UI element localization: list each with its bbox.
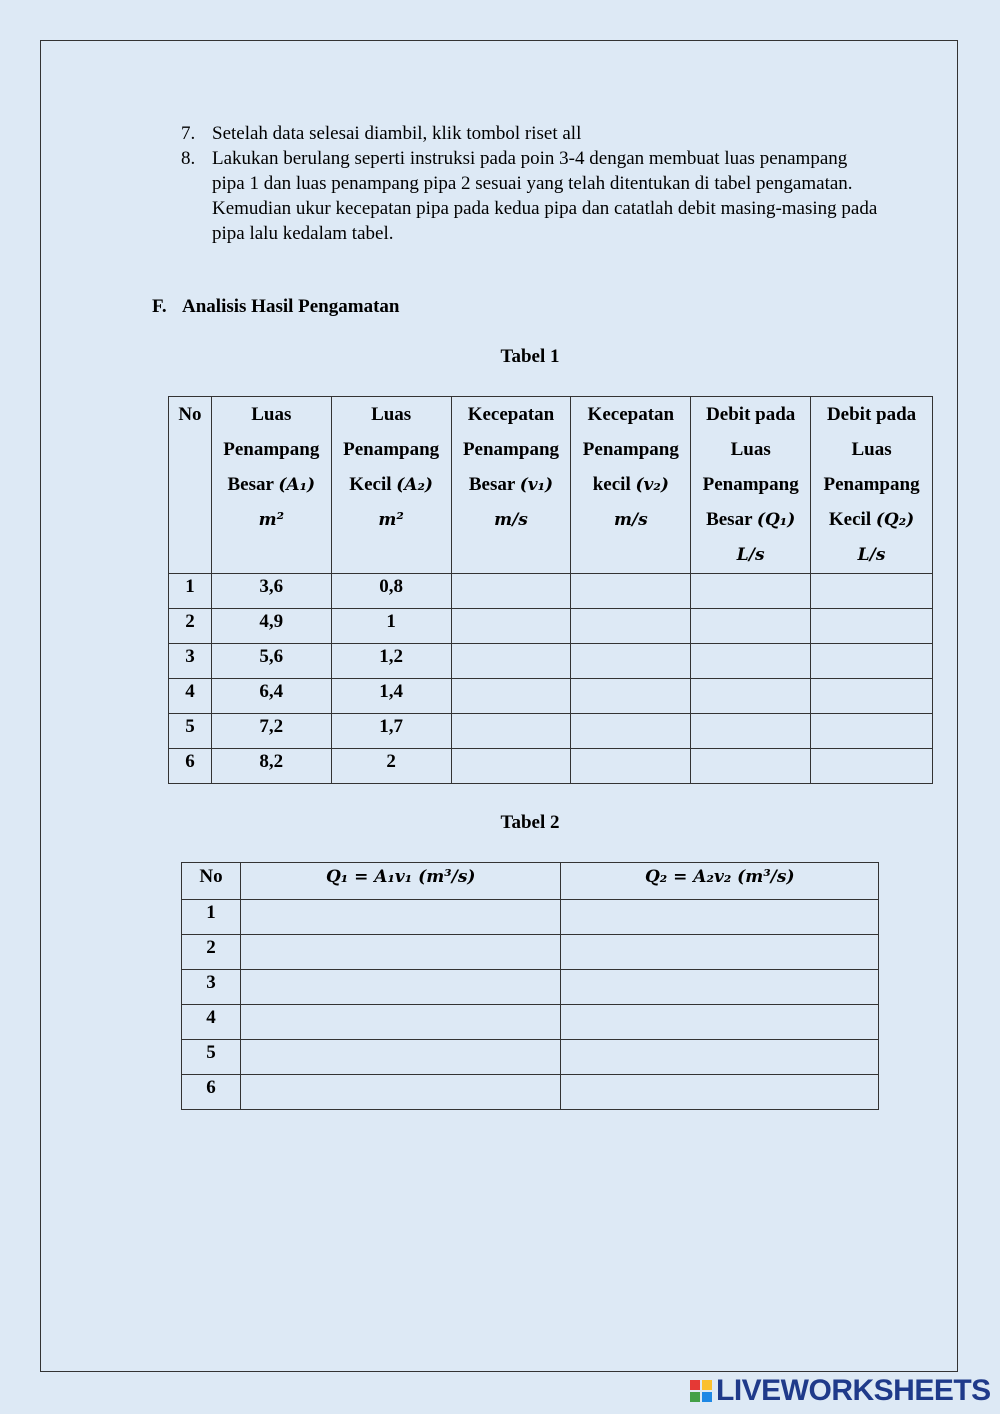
table-row	[169, 574, 933, 609]
header-no: No	[182, 863, 241, 900]
header-text: Penampang	[462, 439, 560, 460]
cell-a2: 0,8	[331, 574, 451, 609]
header-text: Penampang	[823, 474, 920, 495]
table-row	[169, 679, 933, 714]
cell-no: 1	[169, 574, 212, 609]
cell-a1: 3,6	[211, 574, 331, 609]
input-cell-v1[interactable]	[451, 644, 571, 679]
input-cell-q2[interactable]	[811, 749, 933, 784]
cell-no: 6	[182, 1075, 241, 1110]
header-text: Kecepatan	[587, 404, 675, 425]
table-row	[169, 644, 933, 679]
cell-a1: 5,6	[211, 644, 331, 679]
observation-table-1	[168, 396, 933, 784]
header-v2	[571, 397, 691, 574]
input-cell-q2[interactable]	[561, 935, 879, 970]
instruction-number: 7.	[181, 123, 196, 144]
cell-a2: 1,2	[331, 644, 451, 679]
header-q2	[811, 397, 933, 574]
input-cell-q1[interactable]	[691, 679, 811, 714]
input-cell-v1[interactable]	[451, 749, 571, 784]
input-cell-v2[interactable]	[571, 574, 691, 609]
input-cell-q2[interactable]	[811, 644, 933, 679]
cell-a1: 6,4	[211, 679, 331, 714]
cell-no: 3	[182, 970, 241, 1005]
input-cell-v1[interactable]	[451, 679, 571, 714]
cell-no: 4	[182, 1005, 241, 1040]
instruction-text: Setelah data selesai diambil, klik tombol riset all	[212, 123, 582, 144]
input-cell-q1[interactable]	[240, 1075, 561, 1110]
brand-text: LIVEWORKSHEETS	[716, 1374, 991, 1407]
header-symbol: (A₁)	[278, 475, 316, 495]
instruction-number: 8.	[181, 148, 196, 169]
header-symbol: (v₂)	[635, 475, 669, 495]
header-text: kecil	[592, 474, 631, 495]
section-title: Analisis Hasil Pengamatan	[182, 296, 400, 317]
header-text: Besar	[468, 474, 515, 495]
input-cell-q1[interactable]	[691, 714, 811, 749]
table2-caption: Tabel 2	[500, 812, 560, 833]
cell-no: 4	[169, 679, 212, 714]
cell-no: 2	[169, 609, 212, 644]
header-v1	[451, 397, 571, 574]
cell-no: 1	[182, 900, 241, 935]
section-heading	[152, 296, 399, 318]
table-row	[169, 609, 933, 644]
input-cell-q1[interactable]	[240, 900, 561, 935]
header-unit: L/s	[736, 545, 765, 565]
cell-no: 2	[182, 935, 241, 970]
input-cell-v1[interactable]	[451, 574, 571, 609]
input-cell-q2[interactable]	[811, 679, 933, 714]
input-cell-v2[interactable]	[571, 749, 691, 784]
table-row	[182, 935, 879, 970]
header-text: Luas	[371, 404, 412, 425]
header-text: Luas	[730, 439, 771, 460]
instruction-list	[181, 121, 881, 246]
input-cell-q1[interactable]	[240, 935, 561, 970]
header-text: Luas	[851, 439, 892, 460]
cell-a2: 1,7	[331, 714, 451, 749]
input-cell-v2[interactable]	[571, 714, 691, 749]
input-cell-v1[interactable]	[451, 714, 571, 749]
table-row	[182, 1005, 879, 1040]
header-unit: m/s	[613, 510, 648, 530]
instruction-item	[181, 146, 881, 246]
header-text: Kecil	[349, 474, 392, 495]
header-unit: m²	[258, 510, 285, 530]
table-row	[182, 900, 879, 935]
header-q1-formula: Q₁ = A₁v₁ (m³/s)	[240, 863, 561, 900]
table-row	[182, 1040, 879, 1075]
liveworksheets-logo-icon	[690, 1380, 712, 1402]
input-cell-q2[interactable]	[561, 1075, 879, 1110]
cell-a2: 1	[331, 609, 451, 644]
table-header-row	[169, 397, 933, 574]
cell-no: 3	[169, 644, 212, 679]
input-cell-q1[interactable]	[691, 609, 811, 644]
input-cell-q1[interactable]	[691, 574, 811, 609]
input-cell-q2[interactable]	[561, 1040, 879, 1075]
header-a2	[331, 397, 451, 574]
observation-table-2	[181, 862, 879, 1110]
header-text: Penampang	[702, 474, 799, 495]
header-symbol: (A₂)	[396, 475, 433, 495]
input-cell-q2[interactable]	[561, 1005, 879, 1040]
cell-a1: 8,2	[211, 749, 331, 784]
input-cell-v2[interactable]	[571, 679, 691, 714]
input-cell-v2[interactable]	[571, 644, 691, 679]
input-cell-q2[interactable]	[811, 574, 933, 609]
table-row	[169, 714, 933, 749]
header-symbol: (Q₁)	[756, 510, 796, 530]
header-q2-formula: Q₂ = A₂v₂ (m³/s)	[561, 863, 879, 900]
table-row	[182, 1075, 879, 1110]
header-text: Penampang	[582, 439, 679, 460]
cell-no: 5	[169, 714, 212, 749]
header-text: Penampang	[223, 439, 320, 460]
cell-no: 5	[182, 1040, 241, 1075]
header-text: Besar	[227, 474, 274, 495]
instruction-text: Lakukan berulang seperti instruksi pada poin 3-4 dengan membuat luas penampang pipa 1 dan luas penampang pipa 2 sesuai yang telah ditentukan di tabel pengamatan. Kemudian ukur kecepatan pipa pada kedua pipa dan catatlah debit masing-masing pada pipa lalu kedalam tabel.	[212, 148, 878, 244]
cell-no: 6	[169, 749, 212, 784]
header-q1	[691, 397, 811, 574]
input-cell-q1[interactable]	[240, 1040, 561, 1075]
header-text: Debit pada	[826, 404, 917, 425]
instruction-item	[181, 121, 881, 146]
header-unit: m/s	[494, 510, 528, 530]
table1-caption: Tabel 1	[500, 346, 560, 367]
cell-a2: 1,4	[331, 679, 451, 714]
input-cell-q2[interactable]	[561, 900, 879, 935]
input-cell-q1[interactable]	[240, 970, 561, 1005]
input-cell-q2[interactable]	[561, 970, 879, 1005]
header-text: Penampang	[343, 439, 440, 460]
section-letter: F.	[152, 296, 167, 317]
input-cell-q2[interactable]	[811, 714, 933, 749]
cell-a2: 2	[331, 749, 451, 784]
table-header-row	[182, 863, 879, 900]
cell-a1: 4,9	[211, 609, 331, 644]
input-cell-q2[interactable]	[811, 609, 933, 644]
input-cell-q1[interactable]	[691, 749, 811, 784]
input-cell-q1[interactable]	[240, 1005, 561, 1040]
header-text: Luas	[251, 404, 292, 425]
header-text: Besar	[706, 509, 753, 530]
header-unit: m²	[378, 510, 404, 530]
input-cell-v1[interactable]	[451, 609, 571, 644]
header-text: Kecepatan	[467, 404, 555, 425]
header-symbol: (Q₂)	[875, 510, 915, 530]
header-text: Kecil	[828, 509, 872, 530]
input-cell-q1[interactable]	[691, 644, 811, 679]
header-unit: L/s	[857, 545, 886, 565]
input-cell-v2[interactable]	[571, 609, 691, 644]
table-row	[169, 749, 933, 784]
header-no: No	[169, 397, 212, 574]
liveworksheets-logo	[690, 1374, 991, 1408]
cell-a1: 7,2	[211, 714, 331, 749]
header-symbol: (v₁)	[519, 475, 554, 495]
table-row	[182, 970, 879, 1005]
header-a1	[211, 397, 331, 574]
header-text: Debit pada	[706, 404, 796, 425]
